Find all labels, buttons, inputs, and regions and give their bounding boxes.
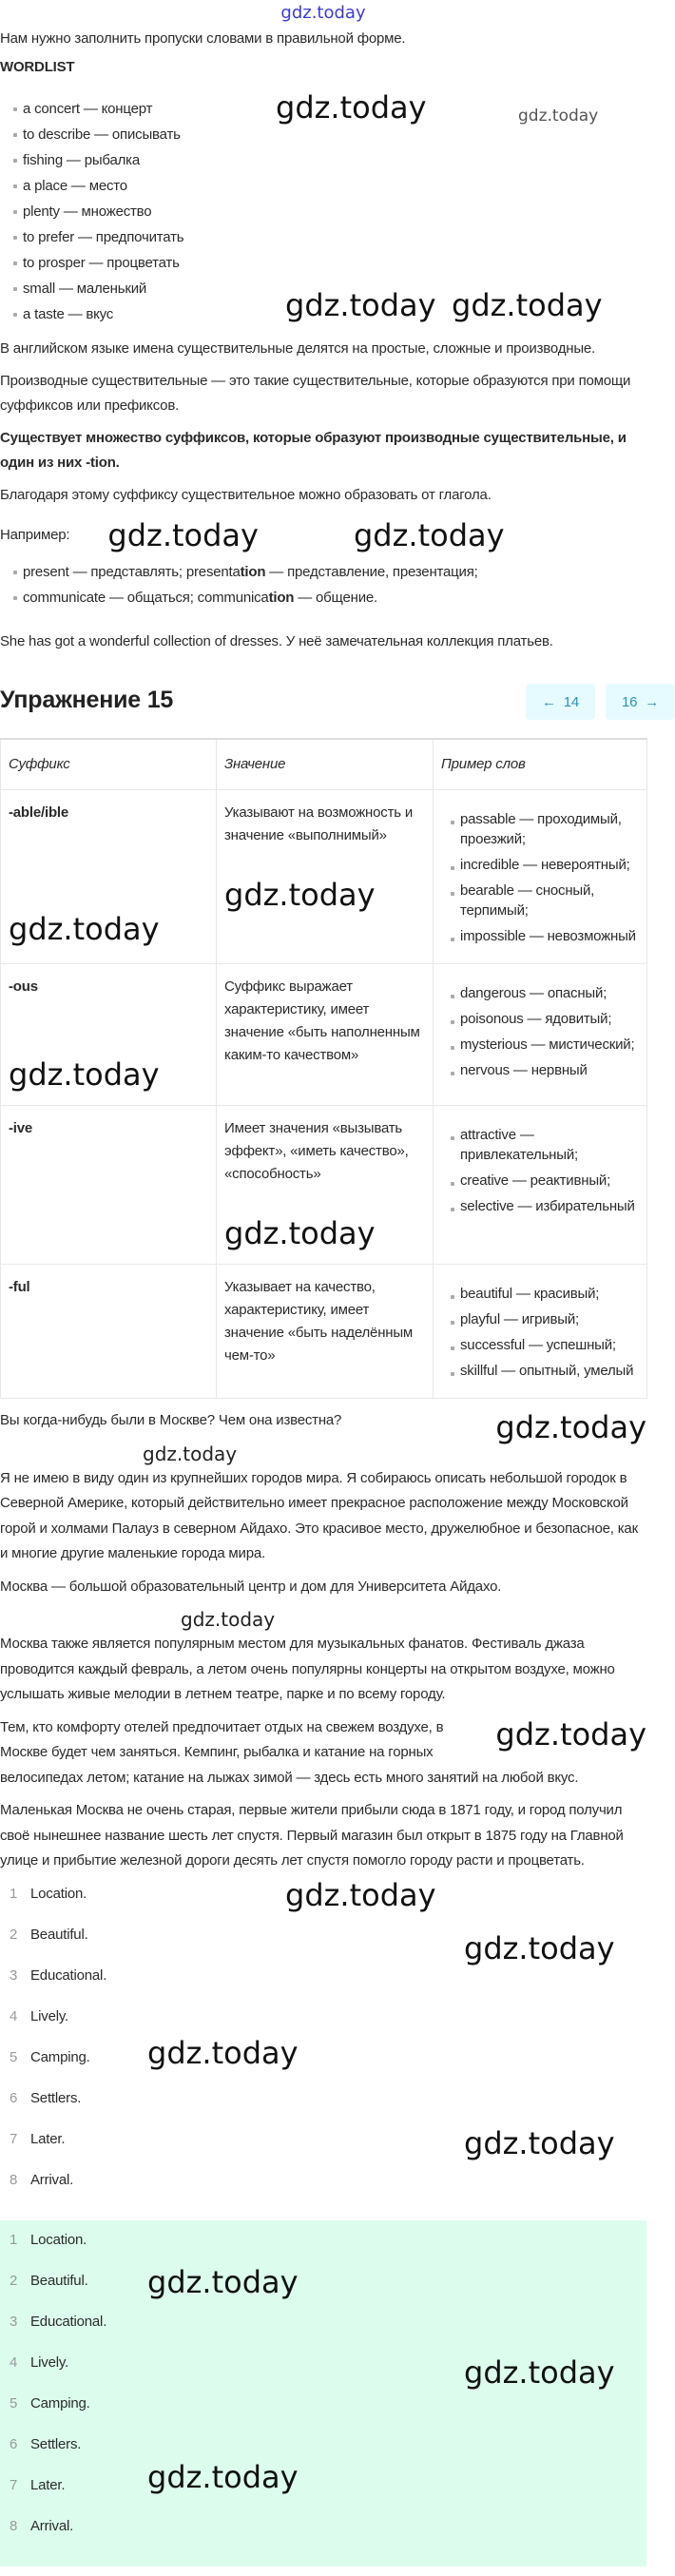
- watermark: gdz.today: [495, 1409, 646, 1445]
- example-item: [13, 559, 478, 585]
- example-word: impossible — невозможный: [451, 926, 636, 946]
- suffix-cell: [1, 1106, 217, 1265]
- answer-text: Arrival.: [30, 2517, 74, 2534]
- watermark: gdz.today: [224, 1215, 376, 1251]
- story-paragraph-wrap: [0, 1715, 646, 1792]
- answer-number: 5: [10, 2394, 18, 2411]
- answer-item: [0, 2518, 73, 2559]
- watermark: gdz.today: [285, 1876, 436, 1913]
- answer-number: 4: [10, 2007, 18, 2024]
- watermark: gdz.today: [495, 1715, 646, 1753]
- example-word: skillful — опытный, умелый: [451, 1361, 633, 1381]
- answer-item: [0, 2314, 106, 2354]
- suffix-cell: [1, 790, 217, 964]
- suffix-text: -able/ible: [9, 804, 69, 821]
- wordlist-item: fishing — рыбалка: [13, 147, 140, 173]
- answer-item: [0, 2049, 90, 2090]
- answer-number: 6: [10, 2089, 18, 2106]
- watermark: gdz.today: [353, 517, 505, 553]
- answer-number: 8: [10, 2171, 18, 2188]
- story-section: [0, 1408, 646, 1874]
- answer-number: 3: [10, 1966, 18, 1984]
- story-paragraph: Я не имею в виду один из крупнейших городов мира. Я собираюсь описать небольшой городок в Северной Америке, который действительно имеет прекрасное расположение между Московской горой и холмами Палауз в северном Айдахо. Это красивое место, дружелюбное и безопасное, как и многие другие маленькие города мира.: [0, 1469, 638, 1561]
- example-word: bearable — сносный, терпимый;: [451, 881, 639, 920]
- watermark: gdz.today: [143, 1442, 238, 1465]
- answer-item: [0, 2008, 68, 2049]
- example-word: playful — игривый;: [451, 1309, 579, 1329]
- watermark: gdz.today: [147, 2034, 299, 2071]
- answer-number: 3: [10, 2313, 18, 2330]
- meaning-text: Суффикс выражает характеристику, имеет значение «быть наполненным каким-то качеством»: [224, 978, 420, 1063]
- answer-text: Camping.: [30, 2394, 90, 2411]
- theory-section: [0, 337, 646, 654]
- column-header: Значение: [217, 739, 434, 790]
- theory-bold-paragraph: Существует множество суффиксов, которые образуют производные существительные, и один из них -tion.: [0, 430, 627, 471]
- watermark: gdz.today: [224, 877, 376, 913]
- watermark: gdz.today: [285, 287, 436, 323]
- answer-text: Later.: [30, 2130, 66, 2147]
- answer-text: Beautiful.: [30, 2272, 88, 2289]
- watermark: gdz.today: [181, 1608, 276, 1631]
- table-row: [1, 790, 647, 964]
- page-title: Упражнение 15: [0, 687, 174, 713]
- intro-section: [0, 27, 646, 327]
- story-paragraph-wrap: [0, 1408, 646, 1445]
- theory-paragraph: Благодаря этому суффиксу существительное можно образовать от глагола.: [0, 487, 492, 503]
- wordlist-item: small — маленький: [13, 276, 146, 301]
- exercise-header: [0, 679, 660, 725]
- answer-text: Location.: [30, 1885, 87, 1902]
- watermark-logo: gdz.today: [280, 3, 366, 23]
- story-paragraph: Москва также является популярным местом для музыкальных фанатов. Фестиваль джаза проводится каждый февраль, а летом очень популярны концерты на открытом воздухе, можно услышать живые мелодии в летнем театре, парке и по всему городу.: [0, 1636, 615, 1702]
- answer-number: 1: [10, 1885, 18, 1902]
- example-word: mysterious — мистический;: [451, 1035, 634, 1055]
- example-word: passable — проходимый, проезжий;: [451, 809, 639, 849]
- answer-box: [0, 1876, 646, 2220]
- watermark: gdz.today: [147, 2263, 299, 2300]
- example-word: creative — реактивный;: [451, 1171, 610, 1191]
- table-header-row: [1, 739, 647, 790]
- meaning-cell: [217, 1106, 434, 1265]
- story-paragraph: Тем, кто комфорту отелей предпочитает отдых на свежем воздухе, в Москве будет чем заняться. Кемпинг, рыбалка и катание на горных велосипедах летом; катание на лыжах зимой — здесь есть много занятий на любой вкус.: [0, 1718, 579, 1786]
- example-text: communicate — общаться; communica: [23, 590, 269, 606]
- answer-text: Settlers.: [30, 2089, 82, 2106]
- table-row: [1, 1106, 647, 1265]
- answer-item: [0, 2131, 65, 2172]
- answer-item: [0, 1967, 106, 2008]
- example-word: selective — избирательный: [451, 1196, 635, 1216]
- example-text: present — представлять; presenta: [23, 564, 241, 580]
- answer-box-highlighted: [0, 2220, 646, 2566]
- wordlist-item: a concert — концерт: [13, 96, 152, 122]
- watermark: gdz.today: [9, 1056, 160, 1093]
- example-word: attractive — привлекательный;: [451, 1125, 639, 1165]
- answer-item: [0, 2172, 73, 2213]
- example-text: — общение.: [294, 590, 378, 606]
- prev-exercise-label: 14: [563, 693, 580, 710]
- answer-number: 8: [10, 2517, 18, 2534]
- column-header: Суффикс: [1, 739, 217, 790]
- answer-list: [0, 2232, 646, 2559]
- answer-number: 2: [10, 1926, 18, 1943]
- answer-text: Beautiful.: [30, 1926, 88, 1943]
- example-word: poisonous — ядовитый;: [451, 1009, 611, 1029]
- example-sentence: She has got a wonderful collection of dresses. У неё замечательная коллекция платьев.: [0, 633, 553, 649]
- examples-cell: [434, 790, 647, 964]
- meaning-text: Указывает на качество, характеристику, имеет значение «быть наделённым чем-то»: [224, 1279, 414, 1364]
- answer-item: [0, 1886, 87, 1927]
- wordlist-item: a place — место: [13, 173, 127, 199]
- theory-paragraph: В английском языке имена существительные делятся на простые, сложные и производные.: [0, 340, 596, 357]
- example-list: [0, 559, 646, 610]
- answer-number: 6: [10, 2435, 18, 2452]
- wordlist-item: to describe — описывать: [13, 122, 181, 147]
- table-row: [1, 964, 647, 1106]
- story-paragraph: Маленькая Москва не очень старая, первые жители прибыли сюда в 1871 году, и город получил своё нынешнее название шесть лет спустя. Первый магазин был открыт в 1875 году на Главной улице и прибытие железной дороги десять лет спустя помогло городу расти и процветать.: [0, 1802, 624, 1869]
- arrow-left-icon: ←: [541, 693, 556, 710]
- answer-text: Location.: [30, 2231, 87, 2248]
- examples-cell: [434, 964, 647, 1106]
- answer-text: Lively.: [30, 2007, 69, 2024]
- answer-item: [0, 2477, 65, 2518]
- story-paragraph: Москва — большой образовательный центр и дом для Университета Айдахо.: [0, 1578, 502, 1595]
- answer-number: 2: [10, 2272, 18, 2289]
- suffix-text: -ful: [9, 1279, 30, 1295]
- answer-text: Educational.: [30, 2313, 107, 2330]
- answer-number: 5: [10, 2048, 18, 2065]
- answer-item: [0, 2354, 68, 2395]
- wordlist-title: WORDLIST: [0, 59, 75, 75]
- answer-item: [0, 2395, 90, 2436]
- wordlist-wrapper: [0, 89, 646, 327]
- suffix-cell: [1, 964, 217, 1106]
- example-word: successful — успешный;: [451, 1335, 616, 1355]
- answer-number: 7: [10, 2130, 18, 2147]
- example-suffix: tion: [240, 564, 266, 580]
- wordlist-item: plenty — множество: [13, 199, 151, 224]
- watermark: gdz.today: [464, 1929, 615, 1966]
- answer-text: Settlers.: [30, 2435, 82, 2452]
- watermark: gdz.today: [464, 2353, 615, 2391]
- suffix-text: -ive: [9, 1120, 33, 1136]
- wordlist-item: to prefer — предпочитать: [13, 224, 183, 250]
- answer-number: 1: [10, 2231, 18, 2248]
- theory-paragraph: Производные существительные — это такие существительные, которые образуются при помощи суффиксов или префиксов.: [0, 373, 631, 414]
- table-row: [1, 1265, 647, 1399]
- answer-item: [0, 2232, 87, 2273]
- answer-text: Camping.: [30, 2048, 90, 2065]
- example-text: — представление, презентация;: [265, 564, 478, 580]
- top-watermark-bar: [0, 0, 646, 27]
- answer-text: Lively.: [30, 2353, 69, 2371]
- example-item: [13, 585, 377, 610]
- example-suffix: tion: [268, 590, 295, 606]
- meaning-cell: [217, 1265, 434, 1399]
- theory-paragraph: Например:: [0, 527, 70, 543]
- suffix-text: -ous: [9, 978, 38, 995]
- example-word: dangerous — опасный;: [451, 983, 607, 1003]
- example-word: nervous — нервный: [451, 1060, 588, 1080]
- watermark: gdz.today: [147, 2458, 299, 2495]
- watermark: gdz.today: [276, 89, 427, 126]
- answer-number: 4: [10, 2353, 18, 2371]
- watermark: gdz.today: [9, 911, 160, 947]
- meaning-cell: [217, 964, 434, 1106]
- answer-number: 7: [10, 2476, 18, 2493]
- answer-text: Educational.: [30, 1966, 107, 1984]
- answer-item: [0, 1927, 88, 1967]
- intro-text: Нам нужно заполнить пропуски словами в правильной форме.: [0, 30, 406, 47]
- examples-cell: [434, 1106, 647, 1265]
- example-word: beautiful — красивый;: [451, 1284, 599, 1304]
- story-paragraph: Вы когда-нибудь были в Москве? Чем она известна?: [0, 1412, 342, 1428]
- answer-text: Later.: [30, 2476, 66, 2493]
- suffix-cell: [1, 1265, 217, 1399]
- next-exercise-label: 16: [621, 693, 638, 710]
- answer-text: Arrival.: [30, 2171, 74, 2188]
- examples-cell: [434, 1265, 647, 1399]
- watermark: gdz.today: [518, 107, 599, 126]
- watermark: gdz.today: [464, 2124, 615, 2161]
- next-exercise-button[interactable]: [606, 684, 675, 720]
- prev-exercise-button[interactable]: [526, 684, 595, 720]
- wordlist-item: to prosper — процветать: [13, 250, 180, 276]
- column-header: Пример слов: [434, 739, 647, 790]
- answer-item: [0, 2436, 81, 2477]
- answer-item: [0, 2273, 88, 2314]
- example-word: incredible — невероятный;: [451, 855, 630, 875]
- meaning-text: Указывают на возможность и значение «выполнимый»: [224, 804, 414, 843]
- arrow-right-icon: →: [645, 693, 660, 710]
- example-intro-row: [0, 515, 646, 555]
- watermark: gdz.today: [452, 287, 603, 323]
- wordlist-item: a taste — вкус: [13, 301, 113, 327]
- watermark: gdz.today: [107, 517, 259, 553]
- meaning-text: Имеет значения «вызывать эффект», «иметь качество», «способность»: [224, 1120, 409, 1182]
- suffix-table: [0, 738, 647, 1399]
- answer-item: [0, 2090, 81, 2131]
- meaning-cell: [217, 790, 434, 964]
